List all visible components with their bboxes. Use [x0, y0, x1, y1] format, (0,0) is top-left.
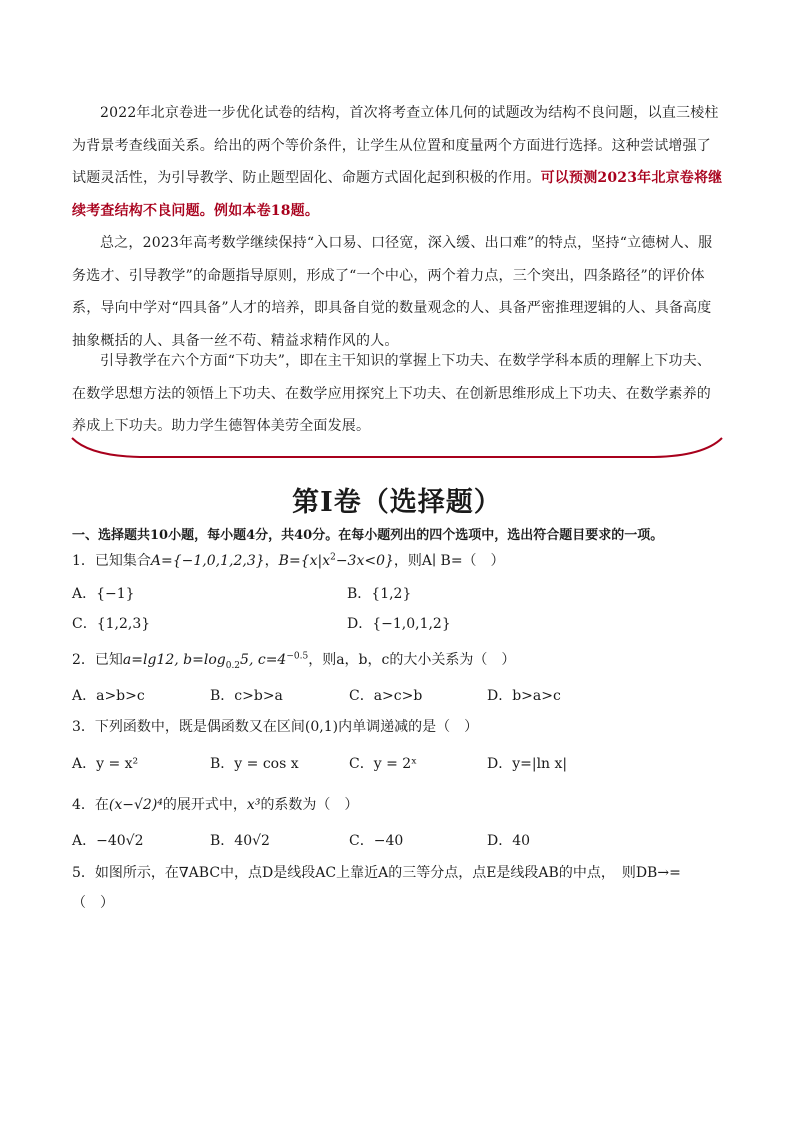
- q4-term: x³: [246, 797, 261, 813]
- q1-option-c[interactable]: C．{1,2,3}: [72, 616, 151, 632]
- q4-option-a[interactable]: A．−40√2: [72, 833, 144, 849]
- q1-option-b[interactable]: B．{1,2}: [347, 586, 412, 602]
- q2-prefix: 2．已知: [72, 652, 123, 668]
- q4-option-d[interactable]: D．40: [487, 833, 531, 849]
- intro-text-1: 2022年北京卷进一步优化试卷的结构，首次将考查立体几何的试题改为结构不良问题，以直三棱柱为背景考查线面关系。给出的两个等价条件，让学生从位置和度量两个方面进行选择。这种尝试增强了试题灵活性，为引导教学、防止题型固化、命题方式固化起到积极的作用。: [72, 105, 719, 186]
- q4-mid: 的展开式中，: [162, 797, 247, 813]
- q2-exponent: −0.5: [286, 651, 309, 662]
- q2-ask: ，则a，b，c的大小关系为（ ）: [308, 652, 516, 668]
- q2-log-base: 0.2: [225, 660, 241, 671]
- q3-option-d[interactable]: D．y=|ln x|: [487, 756, 568, 772]
- q3-option-b[interactable]: B．y = cos x: [210, 756, 299, 772]
- q2-option-b[interactable]: B．c>b>a: [210, 688, 283, 704]
- question-5: 5．如图所示，在∇ABC中，点D是线段AC上靠近A的三等分点，点E是线段AB的中点， 则DB→=: [72, 865, 681, 881]
- question-3: 3．下列函数中，既是偶函数又在区间(0,1)内单调递减的是（ ）: [72, 719, 479, 735]
- q1-sep: ，: [264, 553, 279, 569]
- q1-option-a[interactable]: A．{−1}: [72, 586, 135, 602]
- q4-option-b[interactable]: B．40√2: [210, 833, 270, 849]
- question-4: [72, 794, 358, 814]
- intro-highlight: 可以预测2023年北京卷将继续考查结构不良问题。例如本卷18题。: [72, 170, 723, 219]
- q2-option-c[interactable]: C．a>c>b: [349, 688, 423, 704]
- q4-prefix: 4．在: [72, 797, 109, 813]
- q1-prefix: 1．已知集合: [72, 553, 151, 569]
- q1-option-d[interactable]: D．{−1,0,1,2}: [347, 616, 451, 632]
- q4-expr: (x−√2)⁴: [108, 797, 163, 813]
- q2-option-a[interactable]: A．a>b>c: [72, 688, 145, 704]
- decorative-divider: [70, 432, 724, 462]
- q3-option-a[interactable]: A．y = x²: [72, 756, 139, 772]
- q4-option-c[interactable]: C．−40: [349, 833, 404, 849]
- question-1: 1．已知集合A={−1,0,1,2,3}，$B=\{x|x^2-3x<0\}$，则A∣ B=（ ）: [72, 552, 505, 569]
- q1-set-b: B={x|x: [278, 553, 331, 569]
- q1-set-b-tail: −3x<0}: [335, 553, 394, 569]
- q2-expr2: 5, c=4: [240, 652, 287, 668]
- q2-option-d[interactable]: D．b>a>c: [487, 688, 561, 704]
- q1-ask: ，则A∣ B=（ ）: [393, 553, 505, 569]
- intro-paragraph-1: [72, 97, 724, 227]
- q5-answer-paren: （ ）: [72, 895, 114, 911]
- q3-option-c[interactable]: C．y = 2ˣ: [349, 756, 418, 772]
- intro-paragraph-3: 引导教学在六个方面“下功夫”，即在主干知识的掌握上下功夫、在数学学科本质的理解上下功夫、在数学思想方法的领悟上下功夫、在数学应用探究上下功夫、在创新思维形成上下功夫、在数学素养的养成上下功夫。助力学生德智体美劳全面发展。: [72, 353, 712, 434]
- q4-ask: 的系数为（ ）: [260, 797, 359, 813]
- q1-set-a: A={−1,0,1,2,3}: [150, 553, 265, 569]
- section-header: 一、选择题共10小题，每小题4分，共40分。在每小题列出的四个选项中，选出符合题目要求的一项。: [72, 528, 664, 543]
- volume-title: 第Ⅰ卷（选择题）: [292, 487, 502, 518]
- q2-expr: a=lg12, b=log: [122, 652, 226, 668]
- intro-paragraph-2: 总之，2023年高考数学继续保持“入口易、口径宽，深入缓、出口难”的特点，坚持“立德树人、服务选才、引导教学”的命题指导原则，形成了“一个中心，两个着力点，三个突出，四条路径”的评价体系，导向中学对“四具备”人才的培养，即具备自觉的数量观念的人、具备严密推理逻辑的人、具备高度抽象概括的人、具备一丝不苟、精益求精作风的人。: [72, 235, 713, 349]
- question-2: [72, 649, 515, 671]
